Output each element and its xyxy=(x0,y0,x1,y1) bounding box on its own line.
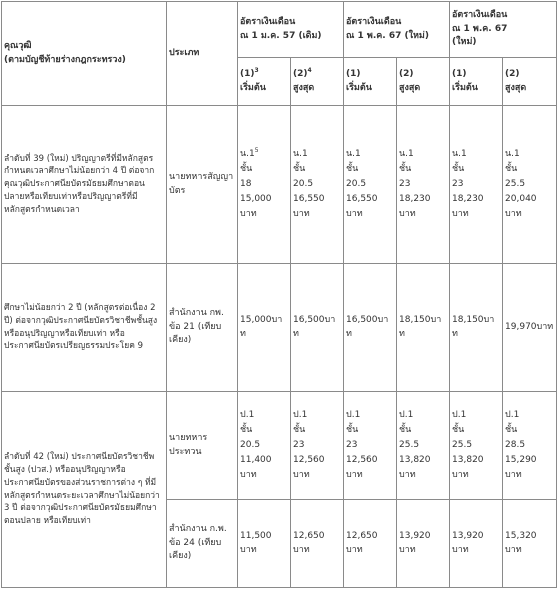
group-header-title: อัตราเงินเดือน xyxy=(346,17,402,27)
group-header-new xyxy=(344,2,450,58)
qualification-cell: ศึกษาไม่น้อยกว่า 2 ปี (หลักสูตรต่อเนื่อง 2 ปี) ต่อจากวุฒิประกาศนียบัตรวิชาชีพชั้นสูงหรืออนุปริญญาหรือเทียบเท่า หรือประกาศนียบัตรเปรียญธรรมประโยค 9 xyxy=(2,264,167,392)
salary-cell: 11,500 บาท xyxy=(238,500,291,588)
group-header-subtitle: ณ 1 ม.ค. 57 (เดิม) xyxy=(240,30,322,41)
subcol-header: (1) เริ่มต้น xyxy=(344,58,397,106)
salary-cell: 16,500บาท xyxy=(344,264,397,392)
salary-cell: 13,920 บาท xyxy=(397,500,450,588)
salary-cell: ป.1 ชั้น 23 12,560 บาท xyxy=(291,392,344,500)
table-row xyxy=(2,264,557,392)
salary-cell: 12,650 บาท xyxy=(344,500,397,588)
salary-cell: ป.1 ชั้น 20.5 11,400 บาท xyxy=(238,392,291,500)
group-header-title: อัตราเงินเดือน xyxy=(240,17,296,27)
salary-cell: ป.1 ชั้น 23 12,560 บาท xyxy=(344,392,397,500)
salary-cell: 15,000บาท xyxy=(238,264,291,392)
table-row xyxy=(2,106,557,264)
subcol-header: (1) เริ่มต้น xyxy=(450,58,503,106)
salary-cell: 12,650 บาท xyxy=(291,500,344,588)
salary-cell: น.1 ชั้น 20.5 16,550 บาท xyxy=(344,106,397,264)
qualification-header-title: คุณวุฒิ xyxy=(4,41,32,51)
group-header-subtitle: ณ 1 พ.ค. 67 xyxy=(452,23,508,34)
header-row-groups xyxy=(2,2,557,58)
type-cell: นายทหารประทวน xyxy=(167,392,238,500)
group-header-subtitle-2: (ใหม่) xyxy=(452,37,477,48)
salary-cell: น.1 ชั้น 23 18,230 บาท xyxy=(450,106,503,264)
subcol-header: (2) สูงสุด xyxy=(503,58,557,106)
qualification-cell: ลำดับที่ 42 (ใหม่) ประกาศนียบัตรวิชาชีพชั้นสูง (ปวส.) หรืออนุปริญญาหรือประกาศนียบัตรของส่วนราชการต่าง ๆ ที่มีหลักสูตรกำหนดระยะเวลาศึกษาไม่น้อยกว่า 3 ปี ต่อจากวุฒิประกาศนียบัตรมัธยมศึกษาตอนปลาย หรือเทียบเท่า xyxy=(2,392,167,588)
group-header-title: อัตราเงินเดือน xyxy=(452,10,508,21)
salary-cell: ป.1 ชั้น 25.5 13,820 บาท xyxy=(450,392,503,500)
type-header xyxy=(167,2,238,106)
salary-cell: 15,320 บาท xyxy=(503,500,557,588)
salary-cell: ป.1 ชั้น 28.5 15,290 บาท xyxy=(503,392,557,500)
subcol-header: (2) สูงสุด xyxy=(397,58,450,106)
qualification-cell: ลำดับที่ 39 (ใหม่) ปริญญาตรีที่มีหลักสูตรกำหนดเวลาศึกษาไม่น้อยกว่า 4 ปี ต่อจากคุณวุฒิประกาศนียบัตรมัธยมศึกษาตอนปลายหรือเทียบเท่าหรือปริญญาตรีที่มีหลักสูตรกำหนดเวลา xyxy=(2,106,167,264)
salary-cell: น.1 ชั้น 23 18,230 บาท xyxy=(397,106,450,264)
group-header-subtitle: ณ 1 พ.ค. 67 (ใหม่) xyxy=(346,30,429,41)
salary-cell: 13,920 บาท xyxy=(450,500,503,588)
salary-cell: 19,970บาท xyxy=(503,264,557,392)
subcol-header: $(2)^4$ สูงสุด xyxy=(291,58,344,106)
salary-cell: 18,150บาท xyxy=(397,264,450,392)
qualification-header-subtitle: (ตามบัญชีท้ายร่างกฎกระทรวง) xyxy=(4,54,126,65)
group-header-new-2 xyxy=(450,2,557,58)
salary-cell: ป.1 ชั้น 25.5 13,820 บาท xyxy=(397,392,450,500)
salary-comparison-table xyxy=(1,1,557,588)
salary-cell: น.1 ชั้น 25.5 20,040 บาท xyxy=(503,106,557,264)
salary-cell: น$.1^5$ ชั้น 18 15,000 บาท xyxy=(238,106,291,264)
salary-cell: 16,500บาท xyxy=(291,264,344,392)
salary-cell: 18,150บาท xyxy=(450,264,503,392)
type-cell: สำนักงาน ก.พ. ข้อ 24 (เทียบเคียง) xyxy=(167,500,238,588)
type-cell: นายทหารสัญญาบัตร xyxy=(167,106,238,264)
subcol-header: $(1)^3$ เริ่มต้น xyxy=(238,58,291,106)
salary-cell: น.1 ชั้น 20.5 16,550 บาท xyxy=(291,106,344,264)
type-header-label: ประเภท xyxy=(169,47,200,58)
type-cell: สำนักงาน กพ. ข้อ 21 (เทียบเคียง) xyxy=(167,264,238,392)
qualification-header xyxy=(2,2,167,106)
table-row xyxy=(2,392,557,500)
group-header-old xyxy=(238,2,344,58)
